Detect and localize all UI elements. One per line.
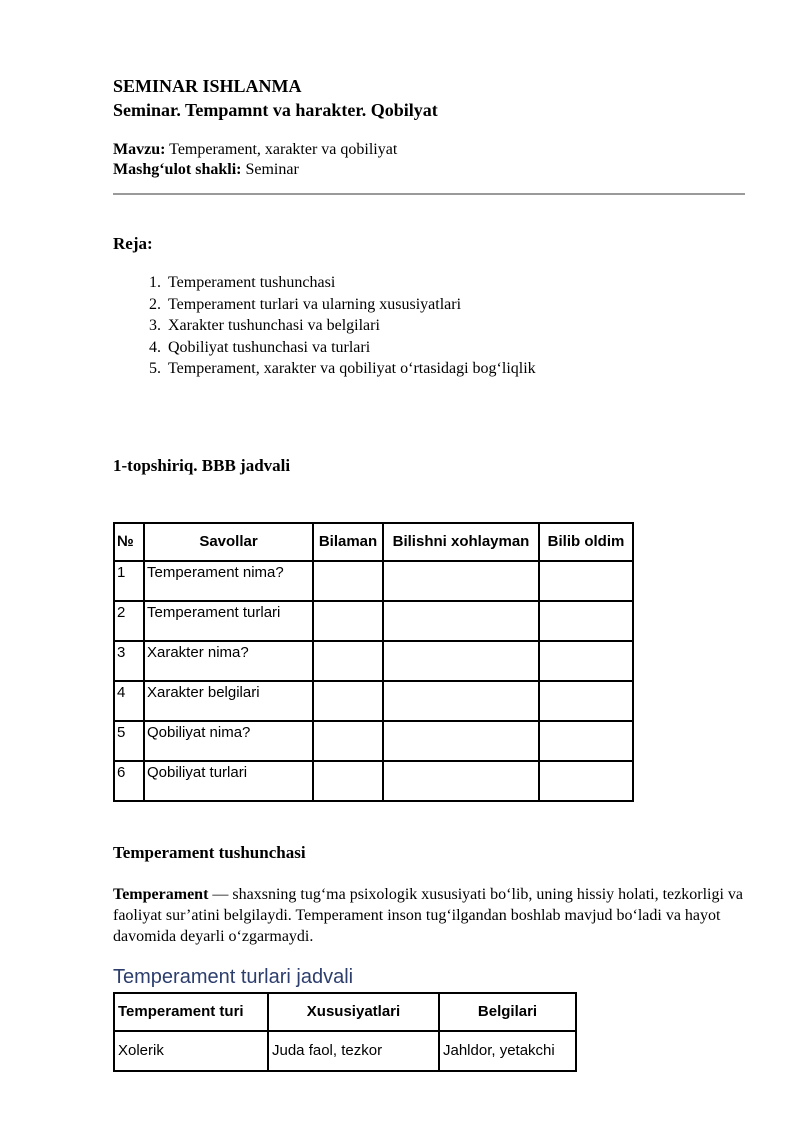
temperament-header-xususiyat: Xususiyatlari (268, 993, 439, 1031)
bbb-header-xohlayman: Bilishni xohlayman (383, 523, 539, 561)
horizontal-rule (113, 193, 745, 195)
temperament-row-belgi: Jahldor, yetakchi (439, 1031, 576, 1071)
doc-title-line2: Seminar. Tempamnt va harakter. Qobilyat (113, 100, 438, 120)
bbb-row-1-oldim-cell (539, 561, 633, 601)
reja-item-1: 1. Temperament tushunchasi (165, 272, 745, 294)
bbb-row-2-bilaman-cell (313, 601, 383, 641)
reja-item-4: 4. Qobiliyat tushunchasi va turlari (165, 337, 745, 359)
temperament-table-heading: Temperament turlari jadvali (113, 965, 354, 988)
temperament-paragraph (113, 884, 745, 947)
bbb-row-3 (114, 641, 633, 681)
bbb-row-2-savol: Temperament turlari (144, 601, 313, 641)
bbb-row-6-xohlayman-cell (383, 761, 539, 801)
bbb-row-1-num: 1 (114, 561, 144, 601)
reja-item-3: 3. Xarakter tushunchasi va belgilari (165, 315, 745, 337)
bbb-row-1-savol: Temperament nima? (144, 561, 313, 601)
bbb-row-4 (114, 681, 633, 721)
temperament-header-turi: Temperament turi (114, 993, 268, 1031)
bbb-row-6-bilaman-cell (313, 761, 383, 801)
bbb-header-num: № (114, 523, 144, 561)
temperament-section-heading: Temperament tushunchasi (113, 842, 306, 862)
bbb-row-4-bilaman-cell (313, 681, 383, 721)
bbb-header-savollar: Savollar (144, 523, 313, 561)
doc-title-line1: SEMINAR ISHLANMA (113, 76, 302, 96)
bbb-row-1-bilaman-cell (313, 561, 383, 601)
meta-mavzu-value: Temperament, xarakter va qobiliyat (169, 141, 398, 158)
temperament-paragraph-rest: — shaxsning tug‘ma psixologik xususiyati bo‘lib, uning hissiy holati, tezkorligi va faoliyat sur’atini belgilaydi. Temperament inson tug‘ilgandan boshlab mavjud bo‘ladi va hayot davomida deyarli o‘zgarmaydi. (113, 885, 744, 945)
bbb-row-2 (114, 601, 633, 641)
bbb-row-1-xohlayman-cell (383, 561, 539, 601)
bbb-row-6-savol: Qobiliyat turlari (144, 761, 313, 801)
bbb-row-4-xohlayman-cell (383, 681, 539, 721)
bbb-row-3-oldim-cell (539, 641, 633, 681)
task-heading: 1-topshiriq. BBB jadvali (113, 455, 291, 475)
reja-item-2: 2. Temperament turlari va ularning xususiyatlari (165, 294, 745, 316)
meta-mavzu-label: Mavzu: (113, 141, 166, 158)
bbb-row-2-xohlayman-cell (383, 601, 539, 641)
bbb-header-oldim: Bilib oldim (539, 523, 633, 561)
temperament-header-row (114, 993, 576, 1031)
meta-block (113, 140, 745, 180)
bbb-row-1 (114, 561, 633, 601)
bbb-row-5-bilaman-cell (313, 721, 383, 761)
temperament-header-belgi: Belgilari (439, 993, 576, 1031)
bbb-row-2-oldim-cell (539, 601, 633, 641)
reja-list (113, 272, 745, 380)
temperament-row-turi: Xolerik (114, 1031, 268, 1071)
bbb-row-5 (114, 721, 633, 761)
bbb-header-bilaman: Bilaman (313, 523, 383, 561)
bbb-row-4-oldim-cell (539, 681, 633, 721)
bbb-row-5-savol: Qobiliyat nima? (144, 721, 313, 761)
bbb-row-5-xohlayman-cell (383, 721, 539, 761)
meta-shakl-value: Seminar (245, 161, 299, 178)
meta-mavzu (113, 140, 745, 160)
bbb-row-3-savol: Xarakter nima? (144, 641, 313, 681)
bbb-row-2-num: 2 (114, 601, 144, 641)
reja-heading: Reja: (113, 234, 153, 253)
meta-shakl (113, 160, 745, 180)
bbb-row-6-oldim-cell (539, 761, 633, 801)
bbb-row-3-bilaman-cell (313, 641, 383, 681)
bbb-header-row (114, 523, 633, 561)
bbb-row-3-xohlayman-cell (383, 641, 539, 681)
meta-shakl-label: Mashg‘ulot shakli: (113, 161, 242, 178)
bbb-row-5-oldim-cell (539, 721, 633, 761)
bbb-row-4-num: 4 (114, 681, 144, 721)
bbb-row-6 (114, 761, 633, 801)
bbb-table (113, 522, 634, 802)
temperament-table (113, 992, 577, 1072)
bbb-row-3-num: 3 (114, 641, 144, 681)
temperament-paragraph-bold: Temperament (113, 885, 209, 903)
bbb-row-6-num: 6 (114, 761, 144, 801)
bbb-row-4-savol: Xarakter belgilari (144, 681, 313, 721)
temperament-row-xolerik (114, 1031, 576, 1071)
reja-item-5: 5. Temperament, xarakter va qobiliyat o‘rtasidagi bog‘liqlik (165, 358, 745, 380)
bbb-row-5-num: 5 (114, 721, 144, 761)
temperament-row-xususiyat: Juda faol, tezkor (268, 1031, 439, 1071)
